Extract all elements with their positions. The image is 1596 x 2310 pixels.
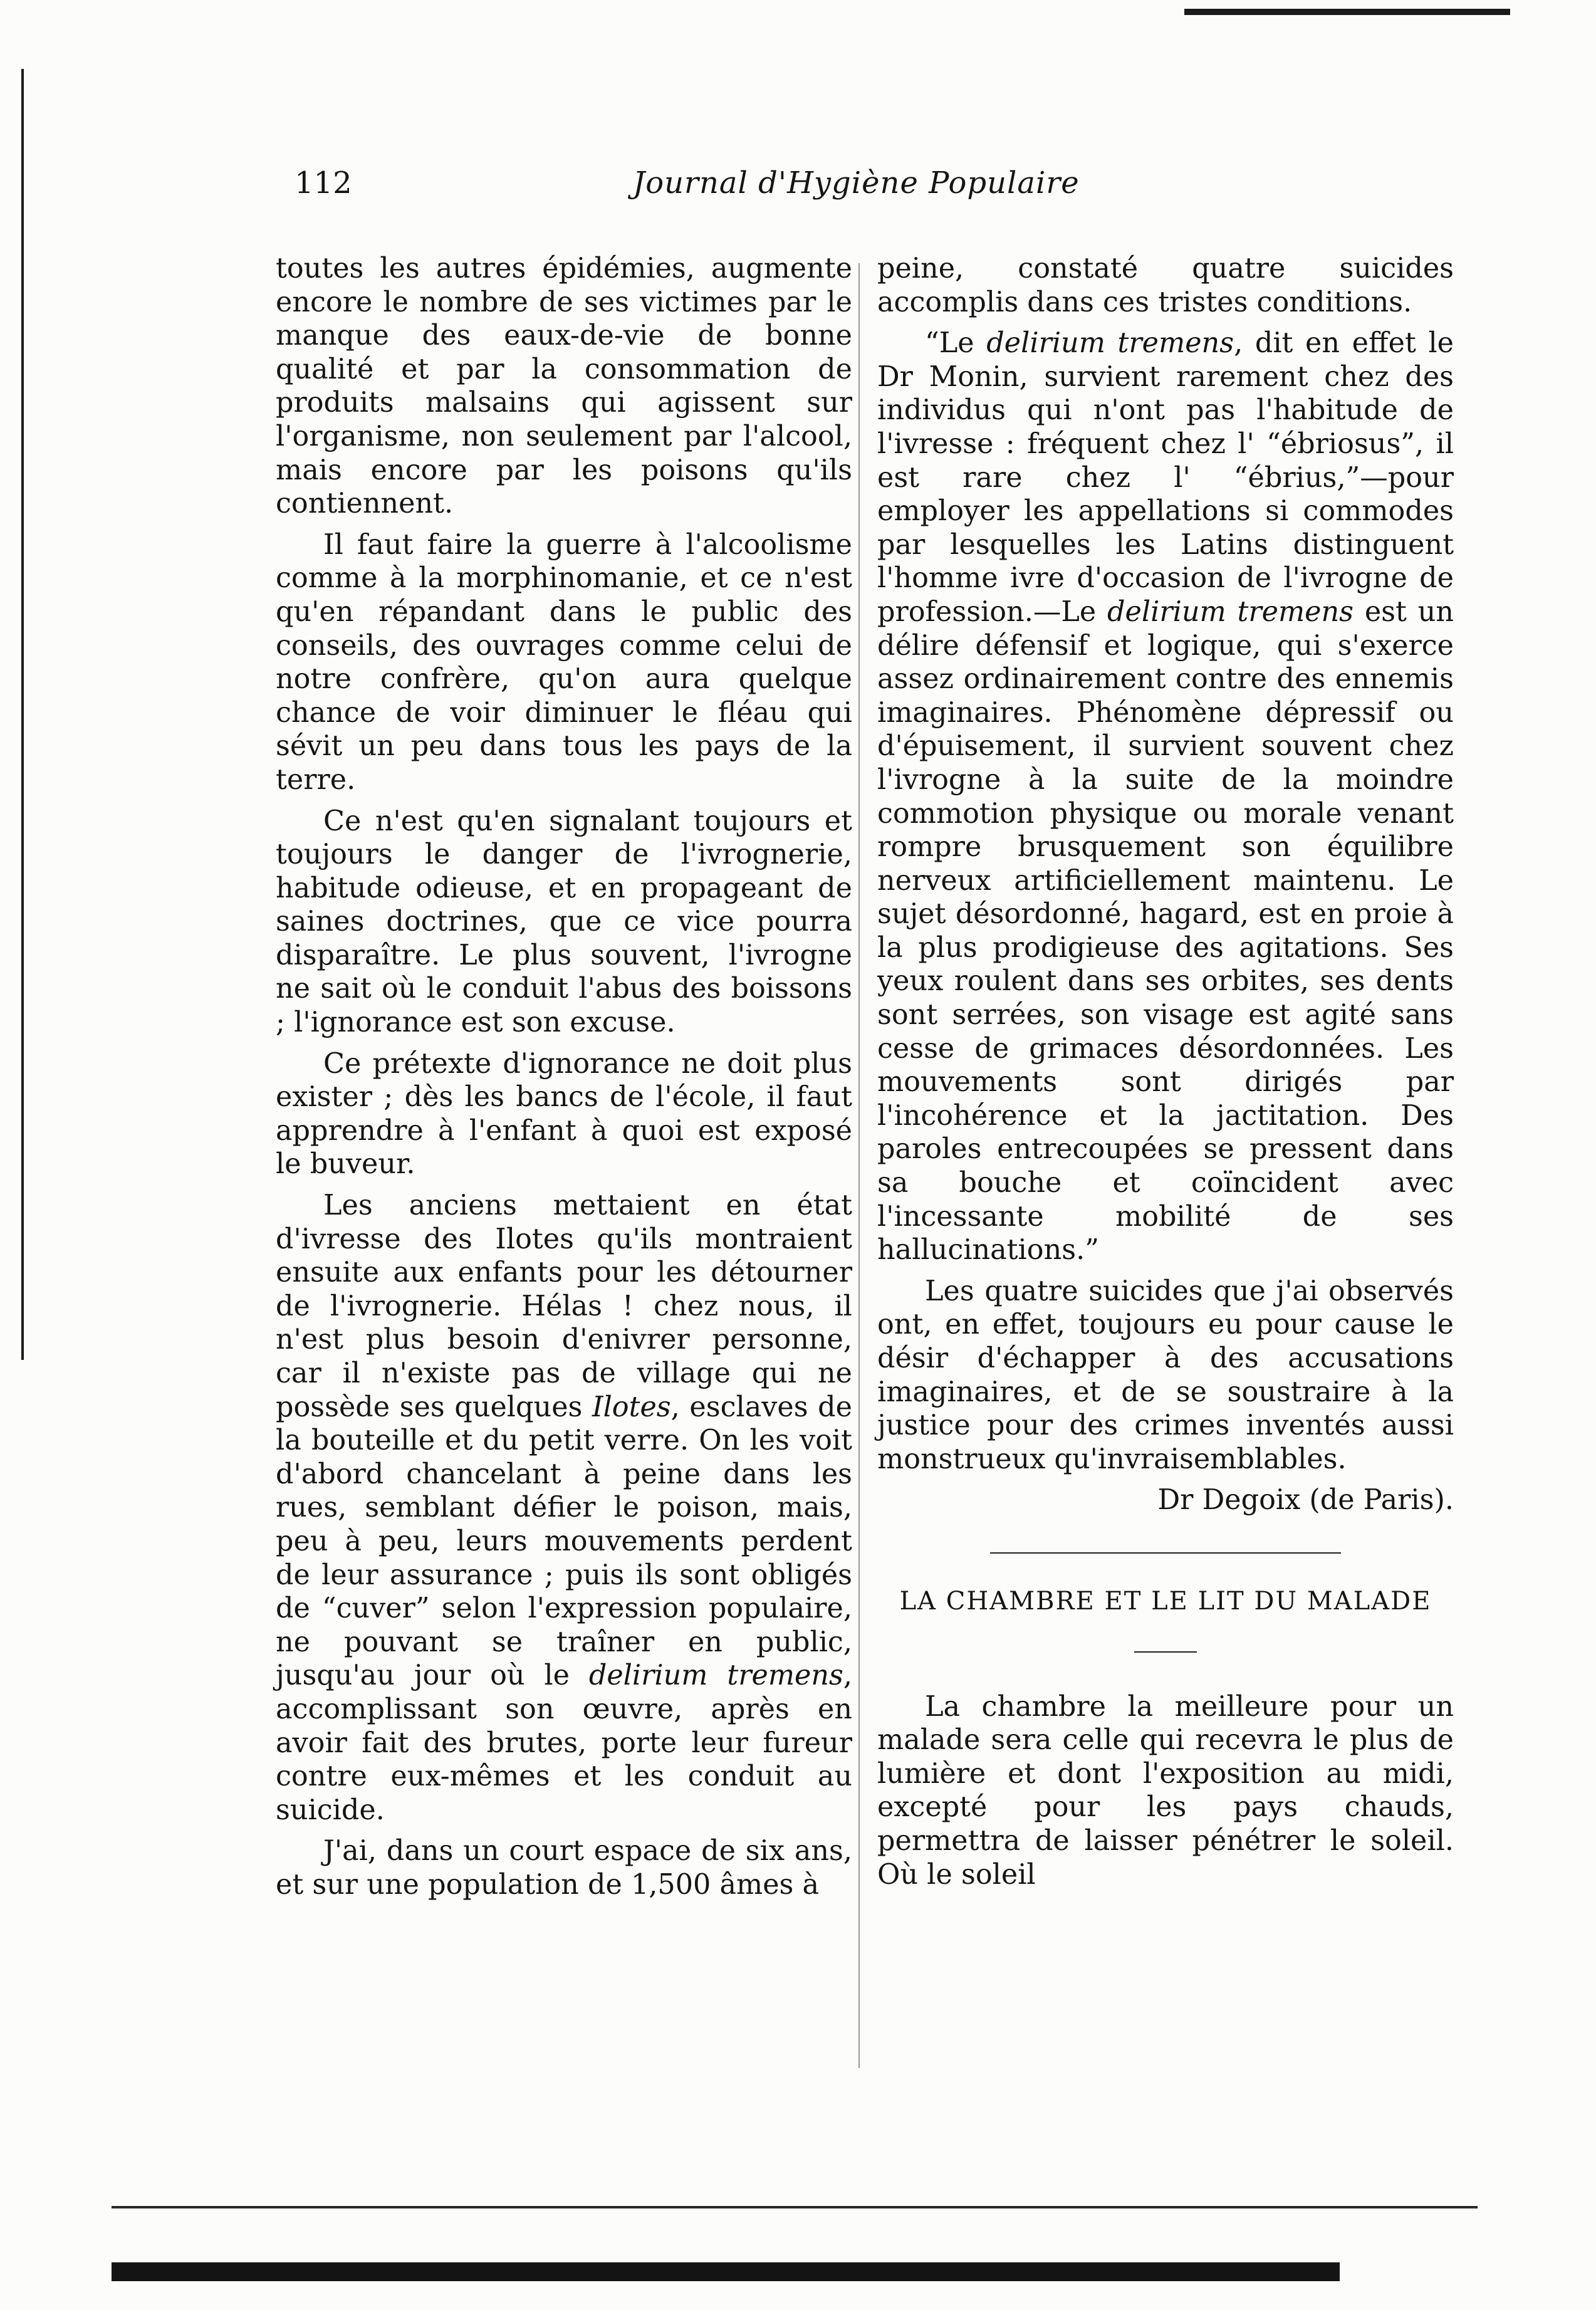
- author-signature: Dr Degoix (de Paris).: [1157, 1484, 1454, 1517]
- text-run: Les anciens mettaient en état d'ivresse des Ilotes qu'ils montraient ensuite aux enfants pour les détourner de l'ivrognerie. Hélas ! chez nous, il n'est plus besoin d'enivrer personne, car il n'existe pas de village qui ne possède ses quelques: [276, 1189, 852, 1423]
- paragraph: Les quatre suicides que j'ai observés ont, en effet, toujours eu pour cause le désir d'échapper à des accusations imaginaires, et de se soustraire à la justice pour des crimes inventés aussi monstrueux qu'invraisemblables.: [877, 1275, 1454, 1475]
- bottom-scan-rule: [112, 2206, 1478, 2208]
- left-column: [276, 252, 852, 1910]
- column-divider: [858, 263, 860, 2068]
- paragraph: J'ai, dans un court espace de six ans, et sur une population de 1,500 âmes à: [276, 1835, 852, 1901]
- page-number: 112: [295, 165, 352, 201]
- paragraph: Ce prétexte d'ignorance ne doit plus exister ; dès les bancs de l'école, il faut apprendre à l'enfant à quoi est exposé le buveur.: [276, 1047, 852, 1181]
- section-heading: LA CHAMBRE ET LE LIT DU MALADE: [899, 1586, 1432, 1616]
- italic-term: delirium tremens: [588, 1659, 843, 1692]
- paragraph: toutes les autres épidémies, augmente encore le nombre de ses victimes par le manque des eaux-de-vie de bonne qualité et par la consommation de produits malsains qui agissent sur l'organisme, non seulement par l'alcool, mais encore par les poisons qu'ils contiennent.: [276, 253, 852, 520]
- quotation-paragraph: [877, 327, 1454, 1267]
- text-run: , dit en effet le Dr Monin, survient rarement chez des individus qui n'ont pas l'habitude de l'ivresse : fréquent chez l' “ébriosus”, il est rare chez l' “ébrius,”—pour employer les appellations si commodes par lesquelles les Latins distinguent l'homme ivre d'occasion de l'ivrogne de profession.—Le: [877, 327, 1454, 628]
- paragraph: La chambre la meilleure pour un malade sera celle qui recevra le plus de lumière et dont l'exposition au midi, excepté pour les pays chauds, permettra de laisser pénétrer le soleil. Où le soleil: [877, 1690, 1454, 1891]
- italic-term: delirium tremens: [1107, 595, 1354, 628]
- paragraph: Il faut faire la guerre à l'alcoolisme comme à la morphinomanie, et ce n'est qu'en répandant dans le public des conseils, des ouvrages comme celui de notre confrère, qu'on aura quelque chance de voir diminuer le fléau qui sévit un peu dans tous les pays de la terre.: [276, 528, 852, 796]
- bottom-scan-bar: [112, 2262, 1340, 2281]
- paragraph: [276, 1189, 852, 1827]
- text-run: , esclaves de la bouteille et du petit verre. On les voit d'abord chancelant à peine dans les rues, semblant défier le poison, mais, peu à peu, leurs mouvements perdent de leur assurance ; puis ils sont obligés de “cuver” selon l'expression populaire, ne pouvant se traîner en public, jusqu'au jour où le: [276, 1391, 852, 1692]
- right-column: [877, 252, 1454, 1899]
- heading-rule: [1134, 1651, 1197, 1653]
- paragraph: peine, constaté quatre suicides accomplis dans ces tristes conditions.: [877, 253, 1454, 318]
- italic-term: Ilotes: [592, 1391, 671, 1423]
- text-run: est un délire défensif et logique, qui s'exerce assez ordinairement contre des ennemis imaginaires. Phénomène dépressif ou d'épuisement, il survient souvent chez l'ivrogne à la suite de la moindre commotion physique ou morale venant rompre brusquement son équilibre nerveux artificiellement maintenu. Le sujet désordonné, hagard, est en proie à la plus prodigieuse des agitations. Ses yeux roulent dans ses orbites, ses dents sont serrées, son visage est agité sans cesse de grimaces désordonnées. Les mouvements sont dirigés par l'incohérence et la jactitation. Des paroles entrecoupées se pressent dans sa bouche et coïncident avec l'incessante mobilité de ses hallucinations.”: [877, 595, 1454, 1267]
- scan-edge-mark: [1184, 9, 1510, 15]
- binding-edge-line: [21, 69, 24, 1360]
- section-separator: [990, 1552, 1341, 1554]
- text-run: “Le: [925, 327, 987, 360]
- paragraph: Ce n'est qu'en signalant toujours et toujours le danger de l'ivrognerie, habitude odieuse, et en propageant de saines doctrines, que ce vice pourra disparaître. Le plus souvent, l'ivrogne ne sait où le conduit l'abus des boissons ; l'ignorance est son excuse.: [276, 805, 852, 1039]
- text-run: , accomplissant son œuvre, après en avoir fait des brutes, porte leur fureur contre eux-mêmes et les conduit au suicide.: [276, 1659, 853, 1826]
- italic-term: delirium tremens: [986, 327, 1234, 360]
- running-head: Journal d'Hygiène Populaire: [633, 165, 1080, 201]
